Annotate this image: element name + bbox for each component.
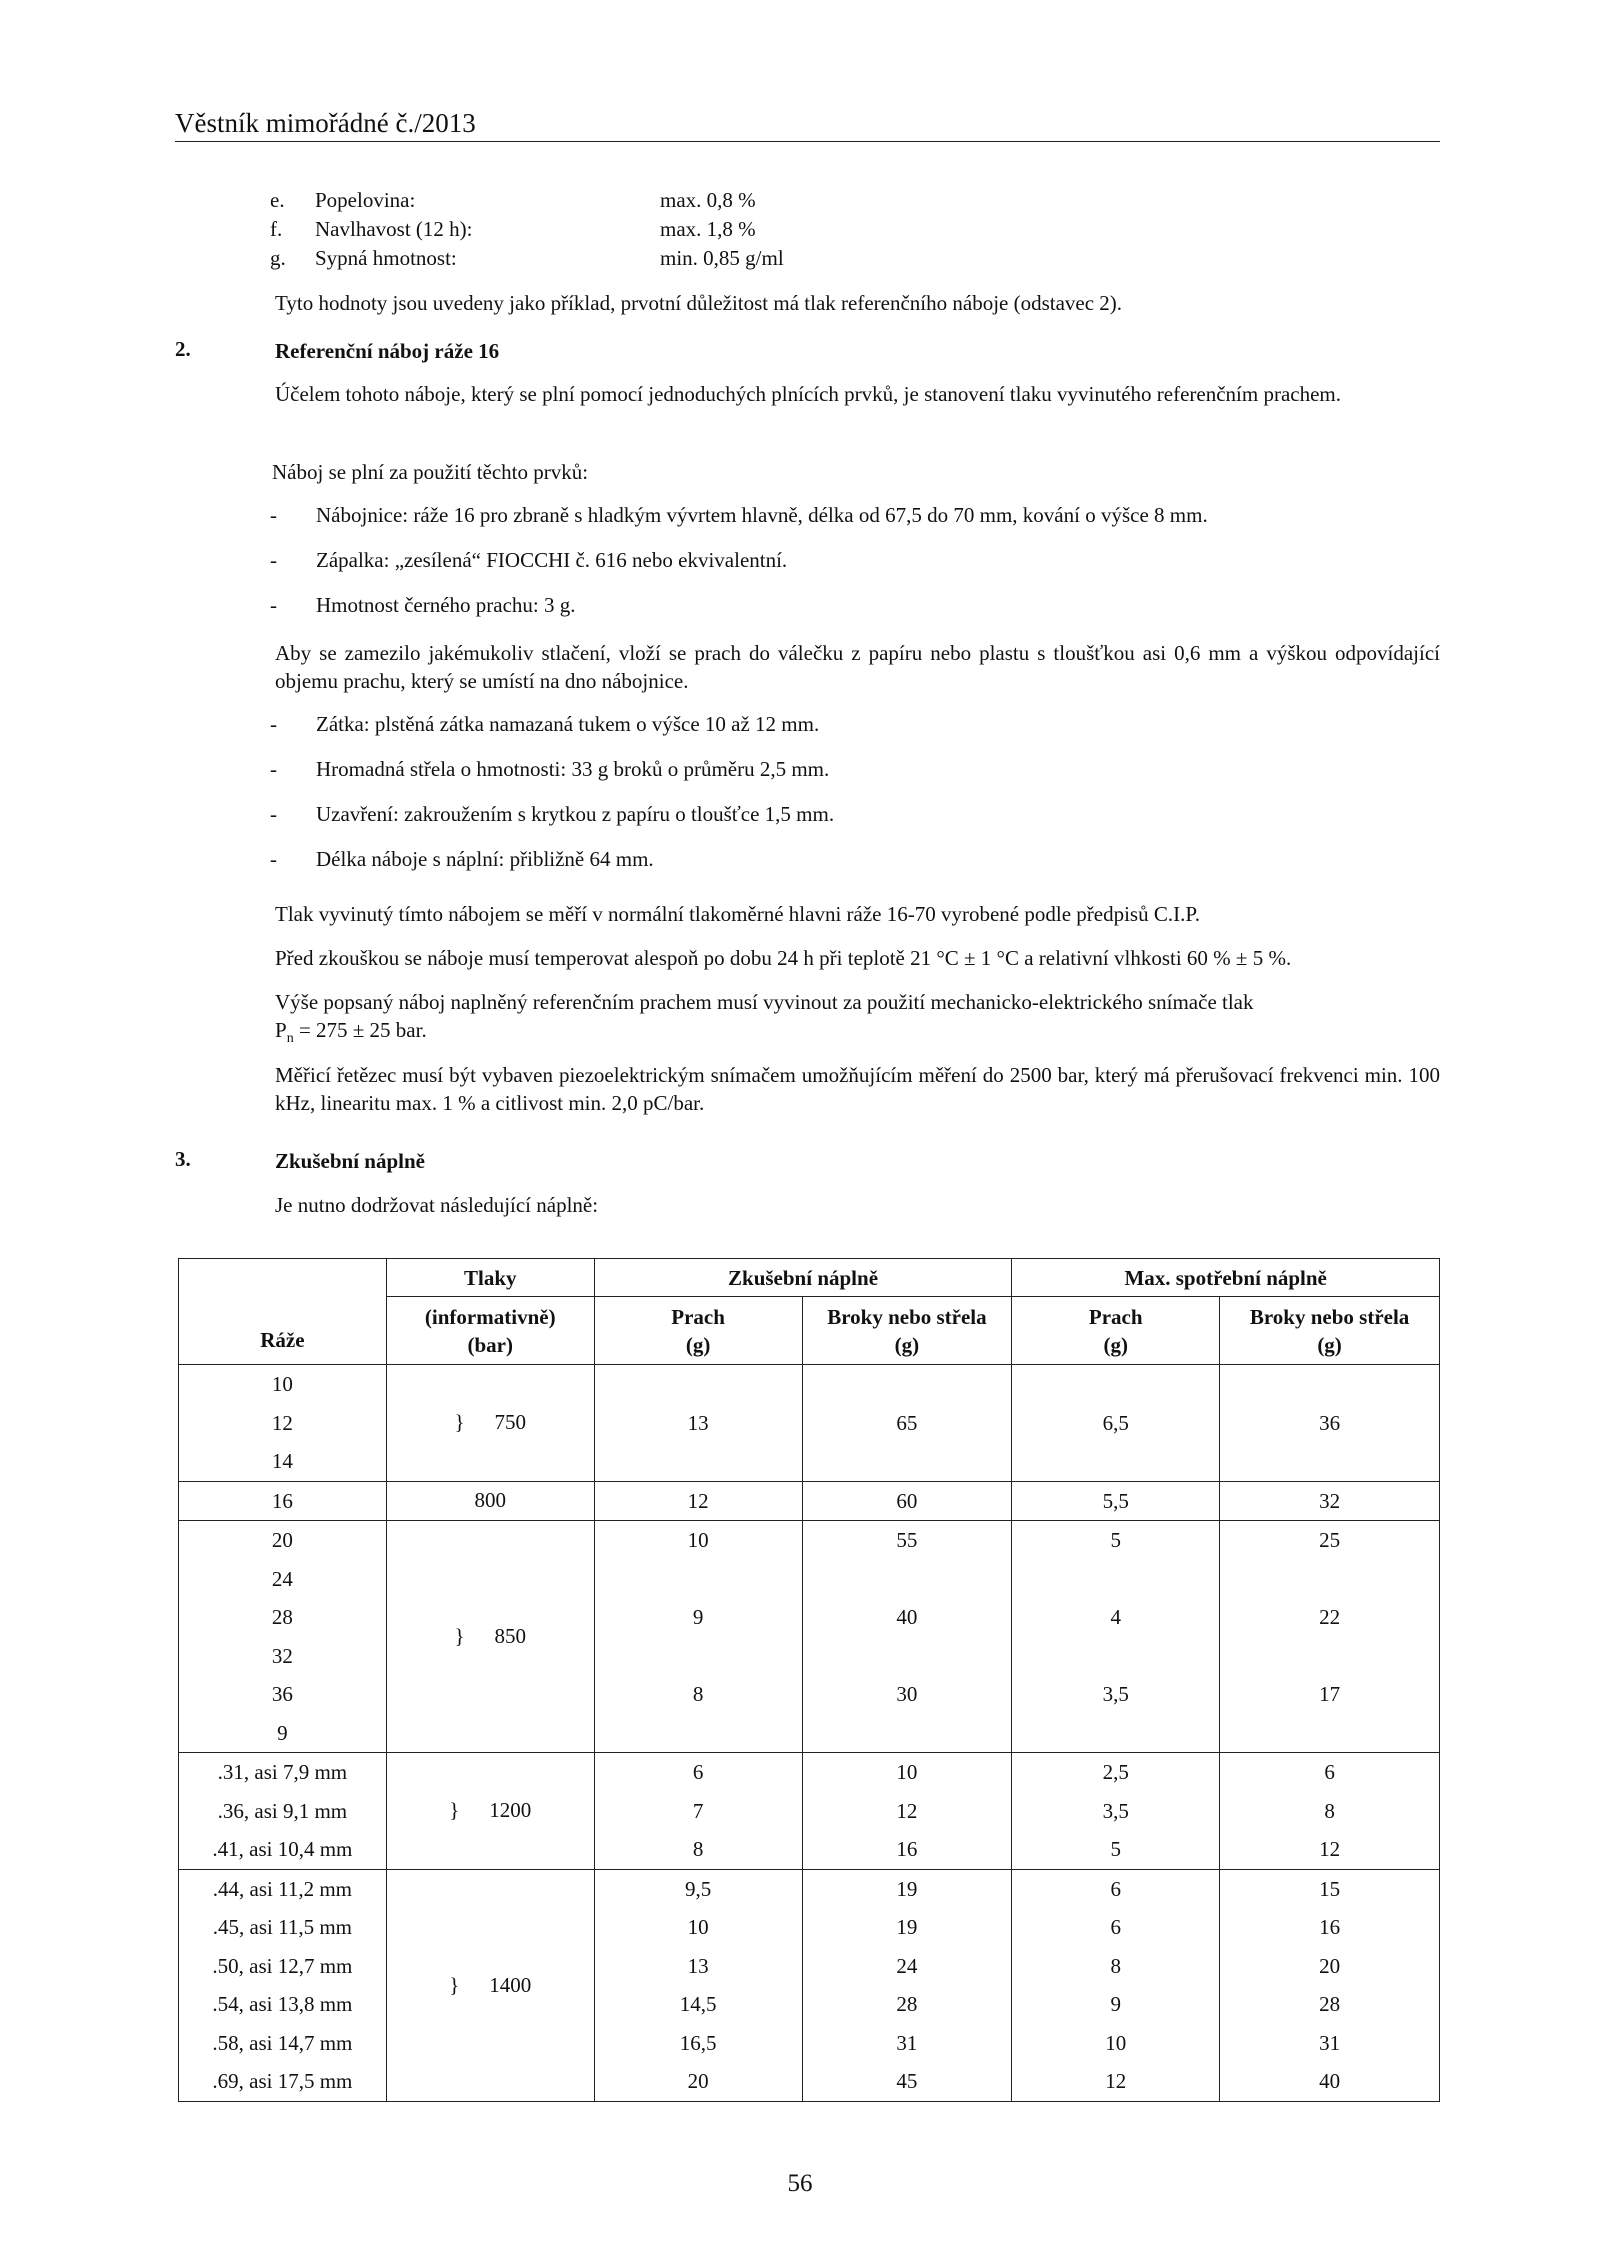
pressure-subscript: n bbox=[286, 1031, 294, 1047]
max-shot-value bbox=[1220, 1442, 1439, 1481]
test-shot-value: 55 bbox=[896, 1528, 918, 1552]
max-shot-value: 17 bbox=[1319, 1682, 1341, 1706]
max-powder-value: 6 bbox=[1110, 1876, 1121, 1901]
max-shot-value bbox=[1220, 1637, 1439, 1676]
max-shot-cell bbox=[1220, 1753, 1440, 1870]
header-shot-label: Broky nebo střela bbox=[827, 1304, 987, 1329]
max-shot-value: 22 bbox=[1319, 1605, 1341, 1629]
max-powder-value: 4 bbox=[1110, 1605, 1121, 1629]
section-2-number: 2. bbox=[175, 337, 191, 361]
bullet-text: Délka náboje s náplní: přibližně 64 mm. bbox=[316, 847, 654, 871]
property-row bbox=[270, 217, 970, 245]
caliber-value: .50, asi 12,7 mm bbox=[212, 1953, 353, 1978]
section-3-intro: Je nutno dodržovat následující náplně: bbox=[275, 1193, 599, 1217]
max-powder-value bbox=[1012, 1637, 1219, 1676]
header-test-charges: Zkušební náplně bbox=[594, 1259, 1012, 1297]
bullet-item bbox=[270, 503, 1440, 531]
max-powder-value: 3,5 bbox=[1102, 1798, 1129, 1823]
header-caliber: Ráže bbox=[179, 1259, 387, 1365]
property-label: Navlhavost (12 h): bbox=[315, 217, 473, 241]
bullet-dash: - bbox=[270, 757, 277, 781]
bullet-dash: - bbox=[270, 847, 277, 871]
caliber-value: .45, asi 11,5 mm bbox=[212, 1915, 352, 1939]
test-powder-cell bbox=[594, 1753, 802, 1870]
max-powder-cell bbox=[1012, 1521, 1220, 1753]
test-shot-value: 10 bbox=[896, 1760, 918, 1784]
table-row-group bbox=[179, 1481, 1440, 1521]
page-header: Věstník mimořádné č./2013 bbox=[175, 108, 1440, 142]
header-pressure-sub bbox=[386, 1297, 594, 1365]
pressure-cell bbox=[386, 1753, 594, 1870]
header-unit: (g) bbox=[685, 1332, 711, 1357]
test-powder-value: 7 bbox=[692, 1798, 704, 1823]
section-2-paragraph-7: Měřicí řetězec musí být vybaven piezoelektrickým snímačem umožňujícím měření do 2500 bar, který má přerušovací frekvenci min. 100 kHz, linearitu max. 1 % a citlivost min. 2,0 pC/bar. bbox=[275, 1063, 1440, 1115]
pressure-cell bbox=[386, 1481, 594, 1521]
max-shot-cell bbox=[1220, 1869, 1440, 2101]
header-max-charges: Max. spotřební náplně bbox=[1012, 1259, 1440, 1297]
section-3-number: 3. bbox=[175, 1147, 191, 1171]
max-shot-value: 6 bbox=[1324, 1760, 1335, 1784]
max-shot-value bbox=[1220, 1365, 1439, 1404]
max-powder-value: 8 bbox=[1110, 1953, 1121, 1978]
test-powder-value bbox=[595, 1365, 802, 1404]
brace-symbol: } bbox=[454, 1410, 465, 1435]
test-powder-value: 16,5 bbox=[679, 2030, 717, 2055]
pressure-value: 1200 bbox=[489, 1798, 532, 1823]
test-powder-value: 10 bbox=[687, 1528, 709, 1552]
test-shot-cell bbox=[802, 1521, 1012, 1753]
test-shot-value: 65 bbox=[896, 1410, 918, 1435]
test-powder-cell bbox=[594, 1521, 802, 1753]
max-powder-value: 9 bbox=[1110, 1992, 1121, 2016]
test-powder-value: 8 bbox=[692, 1837, 704, 1861]
note-paragraph: Tyto hodnoty jsou uvedeny jako příklad, prvotní důležitost má tlak referenčního náboje (odstavec 2). bbox=[275, 291, 1123, 315]
bullet-item bbox=[270, 757, 1440, 785]
max-shot-value: 8 bbox=[1324, 1798, 1335, 1823]
test-powder-cell bbox=[594, 1869, 802, 2101]
test-shot-value bbox=[803, 1442, 1012, 1481]
test-shot-cell bbox=[802, 1365, 1012, 1482]
max-powder-value: 6,5 bbox=[1102, 1410, 1129, 1435]
max-powder-cell bbox=[1012, 1869, 1220, 2101]
caliber-cell bbox=[179, 1869, 387, 2101]
test-shot-cell bbox=[802, 1753, 1012, 1870]
test-shot-value: 12 bbox=[896, 1798, 918, 1823]
test-shot-value: 30 bbox=[896, 1682, 918, 1706]
section-2-paragraph-3: Aby se zamezilo jakémukoliv stlačení, vloží se prach do válečku z papíru nebo plastu s tloušťkou asi 0,6 mm a výškou odpovídající objemu prachu, který se umístí na dno nábojnice. bbox=[275, 641, 1440, 693]
caliber-value: 10 bbox=[271, 1372, 293, 1396]
caliber-value: .54, asi 13,8 mm bbox=[212, 1992, 353, 2016]
property-row bbox=[270, 246, 970, 274]
max-shot-value: 12 bbox=[1319, 1837, 1341, 1861]
section-2-paragraph-4: Tlak vyvinutý tímto nábojem se měří v normální tlakoměrné hlavni ráže 16-70 vyrobené podle předpisů C.I.P. bbox=[275, 902, 1200, 926]
test-powder-value: 13 bbox=[687, 1953, 709, 1978]
caliber-value: 12 bbox=[271, 1410, 293, 1435]
test-shot-value: 19 bbox=[896, 1876, 918, 1901]
header-test-powder bbox=[594, 1297, 802, 1365]
header-max-powder bbox=[1012, 1297, 1220, 1365]
pressure-symbol: P bbox=[275, 1018, 287, 1042]
property-letter: f. bbox=[270, 217, 283, 241]
max-powder-value: 5 bbox=[1110, 1528, 1121, 1552]
header-pressure-informative: (informativně) bbox=[424, 1304, 556, 1329]
test-shot-value: 19 bbox=[896, 1915, 918, 1939]
test-powder-value: 8 bbox=[692, 1682, 704, 1706]
pressure-cell bbox=[386, 1365, 594, 1482]
pressure-cell bbox=[386, 1521, 594, 1753]
test-powder-value: 9,5 bbox=[684, 1876, 712, 1901]
header-shot-label: Broky nebo střela bbox=[1249, 1304, 1410, 1329]
test-shot-value bbox=[803, 1365, 1012, 1404]
max-shot-value: 20 bbox=[1319, 1953, 1341, 1978]
bullet-item bbox=[270, 593, 1440, 621]
section-2-paragraph-6 bbox=[275, 988, 1440, 1053]
section-2-title: Referenční náboj ráže 16 bbox=[275, 339, 500, 363]
bullet-text: Uzavření: zakroužením s krytkou z papíru o tloušťce 1,5 mm. bbox=[316, 802, 835, 826]
caliber-cell bbox=[179, 1481, 387, 1521]
max-powder-cell bbox=[1012, 1753, 1220, 1870]
property-value: max. 0,8 % bbox=[660, 188, 756, 212]
bullet-item bbox=[270, 548, 1440, 576]
bullet-text: Hmotnost černého prachu: 3 g. bbox=[316, 593, 576, 617]
bullet-dash: - bbox=[270, 712, 277, 736]
table-row-group bbox=[179, 1365, 1440, 1482]
bullet-text: Zátka: plstěná zátka namazaná tukem o výšce 10 až 12 mm. bbox=[316, 712, 820, 736]
caliber-value: .58, asi 14,7 mm bbox=[212, 2030, 353, 2055]
caliber-cell bbox=[179, 1753, 387, 1870]
caliber-value: 9 bbox=[277, 1720, 288, 1745]
test-shot-value: 28 bbox=[896, 1992, 918, 2016]
test-powder-value: 10 bbox=[687, 1915, 709, 1939]
section-2-paragraph-1: Účelem tohoto náboje, který se plní pomocí jednoduchých plnících prvků, je stanovení tlaku vyvinutého referenčním prachem. bbox=[275, 382, 1342, 406]
max-powder-cell bbox=[1012, 1481, 1220, 1521]
property-label: Sypná hmotnost: bbox=[315, 246, 457, 270]
header-test-shot bbox=[802, 1297, 1012, 1365]
test-shot-value: 24 bbox=[896, 1953, 918, 1978]
max-powder-value: 6 bbox=[1110, 1915, 1121, 1939]
max-shot-value: 31 bbox=[1319, 2030, 1341, 2055]
property-value: max. 1,8 % bbox=[660, 217, 756, 241]
max-shot-value: 28 bbox=[1319, 1992, 1341, 2016]
page-number: 56 bbox=[787, 2170, 813, 2197]
property-label: Popelovina: bbox=[315, 188, 416, 212]
test-powder-value bbox=[595, 1560, 802, 1599]
caliber-cell bbox=[179, 1521, 387, 1753]
property-value: min. 0,85 g/ml bbox=[660, 246, 784, 270]
pressure-value: 1400 bbox=[489, 1972, 532, 1997]
max-shot-value: 36 bbox=[1319, 1410, 1341, 1435]
table-row-group bbox=[179, 1869, 1440, 2101]
test-shot-value: 45 bbox=[896, 2069, 918, 2093]
test-shot-value: 16 bbox=[896, 1837, 918, 1861]
caliber-value: 14 bbox=[271, 1449, 293, 1473]
caliber-value: .41, asi 10,4 mm bbox=[212, 1837, 353, 1861]
header-pressure-unit: (bar) bbox=[467, 1332, 513, 1357]
caliber-value: .31, asi 7,9 mm bbox=[217, 1760, 348, 1784]
section-2-paragraph-2: Náboj se plní za použití těchto prvků: bbox=[272, 460, 589, 484]
max-shot-value: 15 bbox=[1319, 1876, 1341, 1901]
max-shot-cell bbox=[1220, 1481, 1440, 1521]
bullet-dash: - bbox=[270, 503, 277, 527]
brace-symbol: } bbox=[449, 1972, 460, 1997]
test-charges-table bbox=[178, 1258, 1440, 2102]
bullet-item bbox=[270, 802, 1440, 830]
property-letter: e. bbox=[270, 188, 285, 212]
header-powder-label: Prach bbox=[671, 1304, 725, 1329]
bullet-text: Hromadná střela o hmotnosti: 33 g broků o průměru 2,5 mm. bbox=[316, 757, 830, 781]
max-powder-value: 2,5 bbox=[1102, 1760, 1129, 1784]
bullet-text: Zápalka: „zesílená“ FIOCCHI č. 616 nebo ekvivalentní. bbox=[316, 548, 788, 572]
max-powder-value: 5,5 bbox=[1102, 1488, 1129, 1513]
max-powder-value: 12 bbox=[1105, 2069, 1127, 2093]
max-powder-cell bbox=[1012, 1365, 1220, 1482]
max-powder-value bbox=[1012, 1365, 1219, 1404]
brace-symbol: } bbox=[449, 1798, 460, 1823]
caliber-value: .69, asi 17,5 mm bbox=[212, 2069, 353, 2093]
test-shot-cell bbox=[802, 1869, 1012, 2101]
caliber-value: 28 bbox=[271, 1605, 293, 1629]
table-row-group bbox=[179, 1753, 1440, 1870]
max-powder-value: 10 bbox=[1105, 2030, 1127, 2055]
max-powder-value bbox=[1012, 1714, 1219, 1753]
bullet-item bbox=[270, 847, 1440, 875]
test-powder-value bbox=[595, 1637, 802, 1676]
max-shot-value: 25 bbox=[1319, 1528, 1341, 1552]
test-shot-value bbox=[803, 1637, 1012, 1676]
test-powder-cell bbox=[594, 1481, 802, 1521]
test-powder-value bbox=[595, 1442, 802, 1481]
caliber-value: 20 bbox=[271, 1528, 293, 1552]
max-shot-value bbox=[1220, 1714, 1439, 1753]
max-powder-value: 5 bbox=[1110, 1837, 1121, 1861]
test-powder-cell bbox=[594, 1365, 802, 1482]
table-row-group bbox=[179, 1521, 1440, 1753]
test-shot-value bbox=[803, 1714, 1012, 1753]
pressure-cell bbox=[386, 1869, 594, 2101]
test-powder-value: 13 bbox=[687, 1410, 709, 1435]
section-3-title: Zkušební náplně bbox=[275, 1149, 425, 1173]
max-shot-value: 16 bbox=[1319, 1915, 1341, 1939]
bullet-dash: - bbox=[270, 802, 277, 826]
max-shot-cell bbox=[1220, 1365, 1440, 1482]
max-powder-value bbox=[1012, 1560, 1219, 1599]
test-powder-value: 9 bbox=[692, 1605, 704, 1629]
test-shot-value: 60 bbox=[896, 1488, 918, 1513]
test-shot-value: 31 bbox=[896, 2030, 918, 2055]
header-pressure-top: Tlaky bbox=[386, 1259, 594, 1297]
header-max-shot bbox=[1220, 1297, 1440, 1365]
pressure-value: 750 bbox=[494, 1410, 527, 1435]
header-unit: (g) bbox=[1317, 1332, 1342, 1357]
max-shot-value bbox=[1220, 1560, 1439, 1599]
brace-symbol: } bbox=[454, 1624, 465, 1648]
header-powder-label: Prach bbox=[1088, 1304, 1143, 1329]
test-powder-value: 14,5 bbox=[679, 1992, 717, 2016]
test-powder-value: 6 bbox=[692, 1760, 704, 1784]
header-unit: (g) bbox=[894, 1332, 920, 1357]
test-shot-value: 40 bbox=[896, 1605, 918, 1629]
caliber-value: 32 bbox=[271, 1643, 293, 1668]
bullet-dash: - bbox=[270, 548, 277, 572]
property-letter: g. bbox=[270, 246, 286, 270]
test-powder-value bbox=[595, 1714, 802, 1753]
max-shot-value: 40 bbox=[1319, 2069, 1341, 2093]
pressure-value: 850 bbox=[494, 1624, 527, 1648]
max-shot-value: 32 bbox=[1319, 1488, 1341, 1513]
pressure-value: = 275 ± 25 bar. bbox=[293, 1018, 427, 1042]
test-shot-cell bbox=[802, 1481, 1012, 1521]
caliber-cell bbox=[179, 1365, 387, 1482]
max-powder-value: 3,5 bbox=[1102, 1682, 1129, 1706]
test-powder-value: 12 bbox=[687, 1488, 709, 1513]
caliber-value: .36, asi 9,1 mm bbox=[217, 1798, 348, 1823]
section-2-paragraph-5: Před zkouškou se náboje musí temperovat alespoň po dobu 24 h při teplotě 21 °C ± 1 °C a relativní vlhkosti 60 % ± 5 %. bbox=[275, 946, 1292, 970]
header-unit: (g) bbox=[1103, 1332, 1128, 1357]
bullet-dash: - bbox=[270, 593, 277, 617]
property-row bbox=[270, 188, 970, 216]
test-powder-value: 20 bbox=[687, 2069, 709, 2093]
bullet-text: Nábojnice: ráže 16 pro zbraně s hladkým vývrtem hlavně, délka od 67,5 do 70 mm, kování o výšce 8 mm. bbox=[316, 503, 1208, 527]
max-shot-cell bbox=[1220, 1521, 1440, 1753]
caliber-value: 24 bbox=[271, 1566, 293, 1591]
max-powder-value bbox=[1012, 1442, 1219, 1481]
test-shot-value bbox=[803, 1560, 1012, 1599]
bullet-item bbox=[270, 712, 1440, 740]
caliber-value: .44, asi 11,2 mm bbox=[212, 1876, 352, 1901]
pressure-value: 800 bbox=[474, 1488, 506, 1513]
caliber-value: 16 bbox=[271, 1488, 293, 1513]
caliber-value: 36 bbox=[271, 1682, 293, 1706]
paragraph-6-text: Výše popsaný náboj naplněný referenčním prachem musí vyvinout za použití mechanicko-elektrického snímače tlak bbox=[275, 990, 1254, 1014]
